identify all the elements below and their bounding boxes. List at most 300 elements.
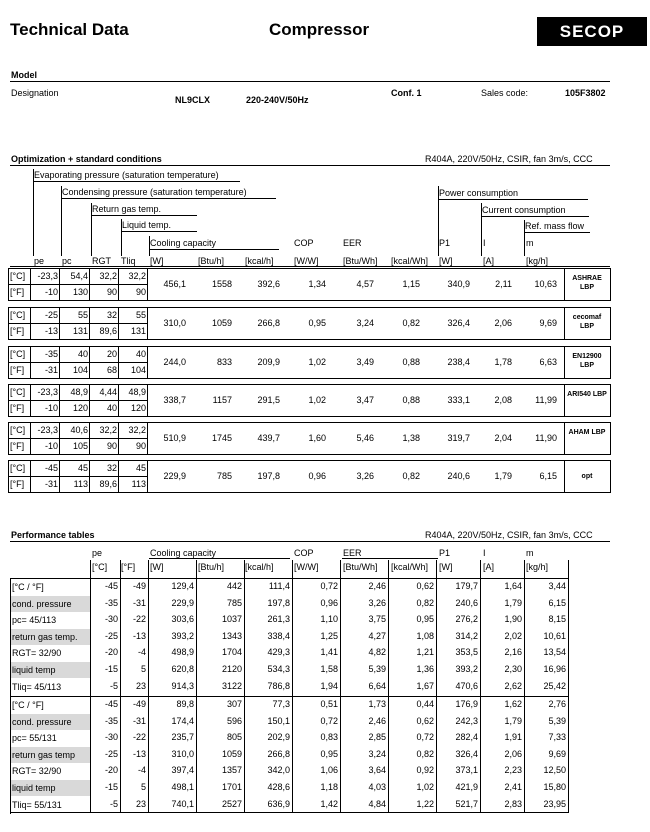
performance-value: 0,88	[402, 395, 420, 405]
perf-table-cell: -15	[104, 664, 118, 674]
condition-value: 45	[135, 463, 146, 473]
condition-value: 131	[130, 326, 146, 336]
unit-kcalh: [kcal/h]	[245, 256, 274, 266]
perf-unit-label: [Btu/Wh]	[343, 562, 378, 572]
perf-table-cell: 3,75	[368, 614, 386, 625]
perf-table-cell: 16,96	[543, 664, 566, 674]
unit-kcalwh: [kcal/Wh]	[391, 256, 429, 266]
standard-tag: ARI540 LBP	[567, 391, 607, 398]
perf-table-cell: -49	[132, 581, 146, 591]
perf-table-cell: 276,2	[455, 614, 478, 625]
perf-table-cell: 3122	[221, 680, 242, 691]
ladder-line	[91, 215, 197, 216]
ladder-line	[524, 232, 590, 233]
perf-table-cell: 303,6	[171, 614, 194, 625]
perf-unit-label: [kg/h]	[526, 562, 549, 572]
divider	[10, 81, 610, 82]
perf-unit-label: [W]	[439, 562, 453, 572]
mass-label: Ref. mass flow	[525, 221, 585, 231]
performance-value: 785	[216, 471, 232, 481]
unit-label: [°C]	[10, 425, 26, 435]
performance-value: 310,0	[163, 318, 186, 328]
ladder-line	[61, 198, 276, 199]
perf-table-cell: 25,42	[543, 680, 566, 691]
perf-table-cell: 1,02	[416, 782, 434, 792]
performance-value: 1,34	[308, 279, 326, 289]
perf-table-cell: 1059	[221, 748, 242, 759]
page-title: Technical Data	[10, 20, 129, 39]
ladder-line	[121, 231, 197, 232]
performance-value: 319,7	[447, 433, 470, 443]
unit-label: [°C]	[10, 463, 26, 473]
condition-value: 130	[72, 287, 88, 297]
performance-value: 3,47	[356, 395, 374, 405]
perf-table-cell: 15,80	[543, 782, 566, 792]
perf-unit-label: [A]	[483, 562, 495, 572]
perf-table-cell: 740,1	[171, 798, 194, 809]
condition-value: 120	[72, 403, 88, 413]
performance-value: 2,11	[495, 279, 512, 289]
performance-value: 1745	[211, 433, 232, 443]
perf-table-cell: 1,10	[320, 614, 338, 625]
condition-value: 40	[106, 403, 117, 413]
evap-label: Evaporating pressure (saturation temperature)	[34, 170, 219, 180]
perf-table-cell: -22	[132, 614, 146, 625]
perf-unit-label: [°F]	[121, 562, 136, 572]
perf-table-cell: -45	[104, 699, 118, 709]
perf-table-cell: 421,9	[455, 782, 478, 792]
brand-logo: SECOP	[537, 17, 647, 46]
perf-table-cell: 242,3	[455, 715, 478, 726]
performance-value: 326,4	[447, 318, 470, 328]
perf-row-label: cond. pressure	[11, 596, 90, 612]
rgt-label: Return gas temp.	[92, 204, 162, 214]
unit-a: [A]	[483, 256, 495, 266]
perf-table-cell: -22	[132, 732, 146, 743]
condition-value: 32	[106, 463, 117, 473]
condition-value: -10	[44, 403, 58, 413]
condition-value: -31	[44, 479, 58, 489]
performance-value: 6,63	[539, 357, 557, 367]
perf-table-cell: 397,4	[171, 765, 194, 776]
condition-value: 90	[135, 287, 146, 297]
perf-table-cell: 4,84	[368, 798, 386, 809]
current-label: Current consumption	[482, 205, 566, 215]
perf-row-label: pc= 45/113	[11, 612, 90, 628]
condition-value: -10	[44, 441, 58, 451]
perf-table-cell: -49	[132, 699, 146, 709]
performance-value: 1157	[212, 395, 232, 405]
perf-table-cell: 0,83	[320, 732, 338, 743]
standard-tag: ASHRAE LBP	[572, 275, 602, 291]
unit-w: [W]	[150, 256, 164, 266]
ladder-line	[481, 216, 589, 217]
unit-ww: [W/W]	[294, 256, 319, 266]
perf-row-label: liquid temp	[11, 780, 90, 796]
performance-value: 1,38	[402, 433, 420, 443]
ladder-line	[91, 203, 92, 256]
perf-table-cell: 2527	[221, 798, 242, 809]
perf-table-cell: -5	[109, 680, 118, 691]
perf-table-cell: 23	[135, 798, 146, 809]
perf-table-cell: -45	[104, 581, 118, 591]
perf-table-cell: 229,9	[171, 597, 194, 608]
perf-table-cell: 150,1	[267, 715, 290, 726]
cop-label: COP	[294, 238, 314, 248]
perf-table-cell: 342,0	[267, 765, 290, 776]
perf-table-cell: 5,39	[368, 664, 386, 674]
page-subtitle: Compressor	[269, 20, 370, 39]
perf-table-cell: 1,91	[504, 732, 522, 743]
performance-value: 2,04	[494, 433, 512, 443]
performance-value: 0,88	[402, 357, 420, 367]
perf-table-cell: 1,79	[504, 597, 522, 608]
perf-table-cell: 176,9	[455, 699, 478, 709]
condition-value: 55	[135, 310, 146, 320]
perf-table-cell: 1,64	[504, 581, 522, 591]
perf-table-cell: 596	[226, 715, 242, 726]
perf-m-header: m	[526, 548, 534, 558]
perf-row-label: RGT= 32/90	[11, 645, 90, 661]
divider	[10, 812, 569, 813]
perf-row-label: [°C / °F]	[11, 697, 90, 713]
performance-value: 2,06	[494, 318, 512, 328]
perf-table-cell: 1704	[221, 647, 242, 658]
ladder-line	[481, 203, 482, 256]
perf-table-cell: 179,7	[455, 581, 478, 591]
perf-table-cell: 240,6	[455, 597, 478, 608]
perf-table-cell: 1,25	[320, 630, 338, 641]
performance-value: 833	[216, 357, 232, 367]
divider	[10, 541, 610, 542]
perf-table-cell: 89,8	[176, 699, 194, 709]
performance-value: 240,6	[447, 471, 470, 481]
divider	[10, 266, 610, 267]
perf-table-cell: 0,62	[416, 715, 434, 726]
perf-table-cell: 1,18	[320, 782, 338, 792]
condition-value: 113	[73, 479, 88, 489]
perf-table-cell: -30	[104, 732, 118, 743]
ladder-line	[33, 169, 34, 256]
perf-table-cell: 10,61	[543, 630, 566, 641]
condition-value: 48,9	[128, 387, 146, 397]
perf-table-cell: 393,2	[455, 664, 478, 674]
performance-value: 11,90	[535, 433, 557, 443]
condition-value: -35	[44, 349, 58, 359]
performance-section-title: Performance tables	[11, 530, 95, 540]
perf-table-cell: 13,54	[543, 647, 566, 658]
perf-row-label: return gas temp.	[11, 629, 90, 645]
perf-cop-header: COP	[294, 548, 314, 558]
perf-table-cell: 1,06	[320, 765, 338, 776]
perf-table-cell: 1,21	[416, 647, 434, 658]
condition-value: 104	[130, 365, 146, 375]
unit-label: [°C]	[10, 387, 26, 397]
ladder-line	[33, 181, 240, 182]
performance-value: 1,78	[494, 357, 512, 367]
performance-value: 510,9	[163, 433, 186, 443]
unit-label: [°C]	[10, 349, 26, 359]
performance-value: 0,95	[308, 318, 326, 328]
ladder-line	[149, 236, 150, 256]
standard-tag: opt	[581, 473, 593, 480]
performance-value: 291,5	[257, 395, 280, 405]
perf-table-cell: 197,8	[267, 597, 290, 608]
perf-table-cell: 2,62	[504, 680, 522, 691]
perf-table-cell: -4	[137, 647, 146, 658]
condition-value: -10	[44, 287, 58, 297]
perf-row-label: pc= 55/131	[11, 730, 90, 746]
perf-row-label: cond. pressure	[11, 714, 90, 730]
perf-row-label: RGT= 32/90	[11, 763, 90, 779]
performance-value: 4,57	[356, 279, 374, 289]
condition-value: 32,2	[128, 271, 146, 281]
perf-table-cell: 1,58	[320, 664, 338, 674]
perf-table-cell: 2,02	[504, 630, 522, 641]
perf-table-cell: 353,5	[455, 647, 478, 658]
unit-w2: [W]	[439, 256, 453, 266]
perf-table-cell: 0,44	[416, 699, 434, 709]
perf-table-cell: -20	[104, 647, 118, 658]
pe-header: pe	[34, 256, 45, 266]
rgt-header: RGT	[92, 256, 111, 266]
perf-table-cell: 261,3	[267, 614, 290, 625]
perf-unit-label: [kcal/Wh]	[391, 562, 429, 572]
condition-value: 4,44	[99, 387, 117, 397]
perf-table-cell: 1,22	[416, 798, 434, 809]
perf-unit-label: [W/W]	[294, 562, 319, 572]
perf-table-cell: 0,62	[416, 581, 434, 591]
perf-table-cell: -20	[104, 765, 118, 776]
performance-value: 1,79	[494, 471, 512, 481]
performance-value: 244,0	[163, 357, 186, 367]
perf-table-cell: 498,9	[171, 647, 194, 658]
perf-table-cell: 470,6	[455, 680, 478, 691]
perf-table-cell: 0,92	[416, 765, 434, 776]
condition-value: 32,2	[99, 425, 117, 435]
ladder-line	[61, 186, 62, 256]
perf-table-cell: 314,2	[455, 630, 478, 641]
performance-value: 1059	[211, 318, 232, 328]
model-section-title: Model	[11, 70, 37, 80]
perf-table-cell: 521,7	[455, 798, 478, 809]
divider	[10, 165, 610, 166]
performance-value: 238,4	[447, 357, 470, 367]
perf-table-cell: 2,76	[548, 699, 566, 709]
performance-value: 9,69	[539, 318, 557, 328]
condition-value: 89,6	[99, 479, 117, 489]
cell-divider	[8, 362, 148, 363]
perf-table-cell: 6,64	[368, 680, 386, 691]
condition-value: 40,6	[70, 425, 88, 435]
condition-value: 104	[72, 365, 88, 375]
pc-header: pc	[62, 256, 72, 266]
perf-table-cell: 0,72	[320, 715, 338, 726]
perf-table-cell: 2,41	[504, 782, 522, 792]
perf-table-cell: 3,64	[368, 765, 386, 776]
perf-table-cell: 914,3	[171, 680, 194, 691]
perf-table-cell: 2,46	[368, 581, 386, 591]
condition-value: 113	[131, 479, 146, 489]
performance-conditions: R404A, 220V/50Hz, CSIR, fan 3m/s, CCC	[425, 530, 593, 540]
i-label: I	[483, 238, 486, 248]
perf-table-cell: 1,94	[320, 680, 338, 691]
perf-table-cell: 1,41	[320, 647, 338, 658]
perf-table-cell: 2,46	[368, 715, 386, 726]
perf-table-cell: 8,15	[548, 614, 566, 625]
standard-tag: cecomaf LBP	[572, 314, 602, 330]
perf-table-cell: 786,8	[267, 680, 290, 691]
perf-table-cell: 235,7	[171, 732, 194, 743]
performance-value: 333,1	[447, 395, 470, 405]
perf-table-cell: 0,82	[416, 597, 434, 608]
cell-divider	[8, 323, 148, 324]
condition-value: 90	[106, 441, 117, 451]
perf-table-cell: 620,8	[171, 664, 194, 674]
optimization-section-title: Optimization + standard conditions	[11, 154, 162, 164]
perf-table-cell: -31	[132, 597, 146, 608]
perf-table-cell: 428,6	[267, 782, 290, 792]
perf-table-cell: 129,4	[171, 581, 194, 591]
performance-value: 0,82	[402, 471, 420, 481]
perf-row-label: Tliq= 55/131	[11, 797, 90, 813]
perf-table-cell: -13	[132, 630, 146, 641]
perf-unit-label: [W]	[150, 562, 164, 572]
p1-label: P1	[439, 238, 451, 248]
cell-divider	[8, 400, 148, 401]
perf-unit-label: [kcal/h]	[245, 562, 274, 572]
performance-value: 3,24	[356, 318, 374, 328]
performance-value: 1,02	[308, 395, 326, 405]
perf-table-cell: 1357	[221, 765, 242, 776]
condition-value: -25	[44, 310, 58, 320]
sales-code-value: 105F3802	[565, 88, 606, 98]
perf-table-cell: 393,2	[171, 630, 194, 641]
conf-value: Conf. 1	[391, 88, 422, 98]
perf-table-cell: 2,16	[504, 647, 522, 658]
perf-table-cell: 0,82	[416, 748, 434, 759]
sales-code-label: Sales code:	[481, 88, 529, 98]
perf-table-cell: 2,06	[504, 748, 522, 759]
condition-value: 55	[77, 310, 88, 320]
performance-value: 338,7	[163, 395, 186, 405]
perf-table-cell: 202,9	[267, 732, 290, 743]
perf-table-cell: 111,4	[268, 581, 290, 591]
performance-value: 209,9	[257, 357, 280, 367]
perf-table-cell: 5,39	[548, 715, 566, 726]
condition-value: 20	[106, 349, 117, 359]
perf-table-cell: 2120	[221, 664, 242, 674]
condition-value: 32,2	[128, 425, 146, 435]
condition-value: -23,3	[37, 271, 58, 281]
perf-table-cell: 266,8	[267, 748, 290, 759]
perf-table-cell: 0,72	[320, 581, 338, 591]
perf-table-cell: 805	[226, 732, 242, 743]
perf-row-label: [°C / °F]	[11, 579, 90, 595]
perf-table-cell: 12,50	[543, 765, 566, 776]
perf-table-cell: 174,4	[171, 715, 194, 726]
performance-value: 0,96	[308, 471, 326, 481]
perf-cool-header: Cooling capacity	[150, 548, 217, 558]
condition-value: -45	[44, 463, 58, 473]
condition-value: 54,4	[70, 271, 88, 281]
performance-value: 0,82	[402, 318, 420, 328]
condition-value: 45	[77, 463, 88, 473]
perf-table-cell: -25	[104, 630, 118, 641]
perf-table-cell: 1037	[221, 614, 242, 625]
condition-value: 90	[106, 287, 117, 297]
condition-value: 32	[106, 310, 117, 320]
perf-table-cell: 5	[140, 664, 146, 674]
cell-divider	[8, 476, 148, 477]
performance-value: 439,7	[257, 433, 280, 443]
performance-value: 3,49	[356, 357, 374, 367]
perf-table-cell: 338,4	[267, 630, 290, 641]
designation-value: NL9CLX	[175, 95, 211, 105]
standard-tag: AHAM LBP	[568, 429, 606, 436]
performance-value: 340,9	[447, 279, 470, 289]
perf-table-cell: 0,51	[320, 699, 338, 709]
perf-table-cell: 1,73	[368, 699, 386, 709]
condition-value: 40	[135, 349, 146, 359]
perf-table-cell: 1,08	[416, 630, 434, 641]
performance-value: 2,08	[494, 395, 512, 405]
perf-table-cell: 1701	[221, 782, 242, 792]
performance-value: 3,26	[356, 471, 374, 481]
perf-table-cell: 4,82	[368, 647, 386, 658]
perf-table-cell: 9,69	[548, 748, 566, 759]
cell-divider	[564, 384, 565, 417]
perf-table-cell: 3,26	[368, 597, 386, 608]
perf-table-cell: 0,96	[320, 597, 338, 608]
perf-table-cell: 4,03	[368, 782, 386, 792]
designation-label: Designation	[11, 88, 59, 98]
perf-table-cell: 0,95	[320, 748, 338, 759]
perf-row-label: liquid temp	[11, 662, 90, 678]
ladder-line	[524, 220, 525, 256]
cell-divider	[8, 438, 148, 439]
condition-value: -23,3	[37, 425, 58, 435]
condition-value: -31	[44, 365, 58, 375]
unit-kgh: [kg/h]	[526, 256, 549, 266]
perf-table-cell: 1,42	[320, 798, 338, 809]
perf-table-cell: 6,15	[548, 597, 566, 608]
performance-value: 197,8	[257, 471, 280, 481]
perf-table-cell: 1343	[221, 630, 242, 641]
cell-divider	[564, 422, 565, 455]
optimization-conditions: R404A, 220V/50Hz, CSIR, fan 3m/s, CCC	[425, 154, 593, 164]
performance-value: 1,60	[308, 433, 326, 443]
perf-unit-label: [Btu/h]	[198, 562, 225, 572]
perf-table-cell: 2,23	[504, 765, 522, 776]
condition-value: 48,9	[70, 387, 88, 397]
performance-value: 1,02	[308, 357, 326, 367]
perf-table-cell: 785	[226, 597, 242, 608]
liq-label: Liquid temp.	[122, 220, 172, 230]
perf-table-cell: 1,90	[504, 614, 522, 625]
cell-divider	[8, 284, 148, 285]
standard-tag: EN12900 LBP	[572, 353, 602, 369]
perf-table-cell: 1,62	[504, 699, 522, 709]
condition-value: 89,6	[99, 326, 117, 336]
perf-table-cell: 7,33	[548, 732, 566, 743]
perf-table-cell: 373,1	[455, 765, 478, 776]
perf-table-cell: 442	[226, 581, 242, 591]
tliq-header: Tliq	[121, 256, 136, 266]
perf-table-cell: 2,30	[504, 664, 522, 674]
perf-table-cell: 307	[226, 699, 242, 709]
performance-value: 6,15	[539, 471, 557, 481]
